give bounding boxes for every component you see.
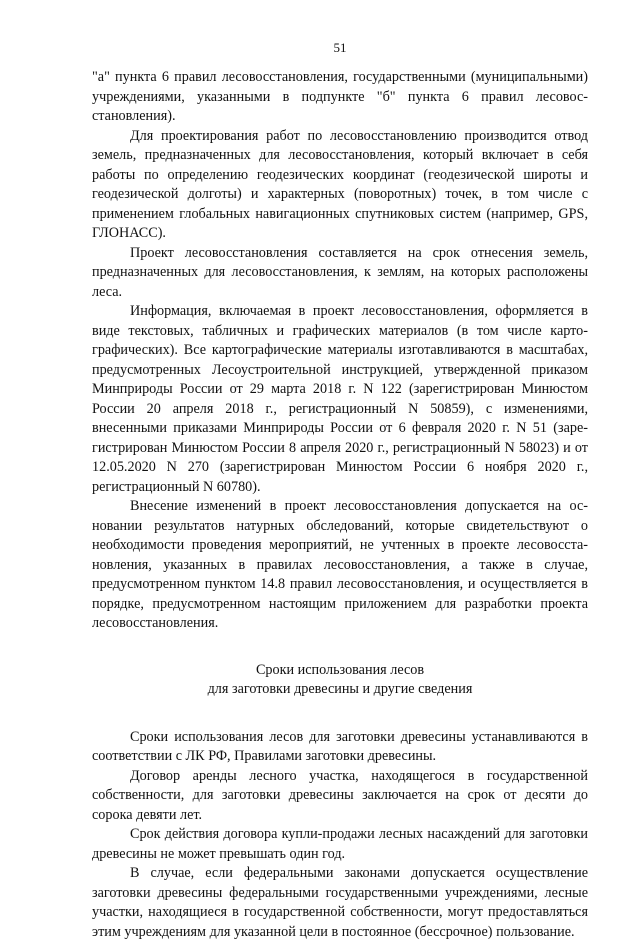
- paragraph-lease-contract: Договор аренды лесного участка, находящегося в государственной собственности, для заготовки древесины заключается на срок от десяти до сорока девяти лет.: [92, 767, 588, 823]
- paragraph-project-changes: Внесение изменений в проект лесовосстановления допускается на основании результатов натурных обследований, которые свидетельствуют о необходимости проведения мероприятий, не учтенных в проекте лесовосстановления, указанных в правилах лесовосстановления, а также в случае, предусмотренном пунктом 14.8 правил лесовосстановления, и осуществляется в порядке, предусмотренном настоящим приложением для разработки проекта лесовосстановления.: [92, 498, 588, 631]
- section-heading: [92, 661, 588, 700]
- paragraph-continuation: "а" пункта 6 правил лесовосстановления, государственными (муниципальными) учреждениями, указанными в подпункте "б" пункта 6 правил лесовосстановления).: [92, 69, 588, 124]
- paragraph-federal-institutions: В случае, если федеральными законами допускается осуществление заготовки древесины федеральными государственными учреждениями, лесные участки, находящиеся в государственной собственности, могут предоставляться этим учреждениям для указанной цели в постоянное (бессрочное) пользование.: [92, 865, 588, 940]
- paragraph-project-materials: Информация, включаемая в проект лесовосстановления, оформляется в виде текстовых, табличных и графических материалов (в том числе картографических). Все картографические материалы изготавливаются в масштабах, предусмотренных Лесоустроительной инструкцией, утвержденной приказом Минприроды России от 29 марта 2018 г. N 122 (зарегистрирован Минюстом России 20 апреля 2018 г., регистрационный N 50859), с изменениями, внесенными приказами Минприроды России от 6 февраля 2020 г. N 51 (зарегистрирован Минюстом России 8 апреля 2020 г., регистрационный N 58023) и от 12.05.2020 N 270 (зарегистрирован Минюстом России 6 ноября 2020 г., регистрационный N 60780).: [92, 303, 588, 495]
- paragraph-purchase-contract: Срок действия договора купли-продажи лесных насаждений для заготовки древесины не может превышать один год.: [92, 826, 588, 862]
- paragraph-usage-terms: Сроки использования лесов для заготовки древесины устанавливаются в соответствии с ЛК РФ, Правилами заготовки древесины.: [92, 728, 588, 764]
- paragraph-project-term: Проект лесовосстановления составляется на срок отнесения земель, предназначенных для лесовосстановления, к землям, на которых расположены леса.: [92, 244, 588, 300]
- section-heading-line-1: Сроки использования лесов: [255, 661, 425, 678]
- document-page: [92, 40, 588, 942]
- paragraph-land-allocation: Для проектирования работ по лесовосстановлению производится отвод земель, предназначенных для лесовосстановления, который включает в себя работы по определению геодезических координат (геодезической широты и геодезической долготы) и характерных (поворотных) точек, в том числе с применением глобальных навигационных спутниковых систем (например, GPS, ГЛОНАСС).: [92, 127, 588, 241]
- section-heading-line-2: для заготовки древесины и другие сведения: [207, 681, 473, 697]
- page-number: 51: [333, 40, 347, 55]
